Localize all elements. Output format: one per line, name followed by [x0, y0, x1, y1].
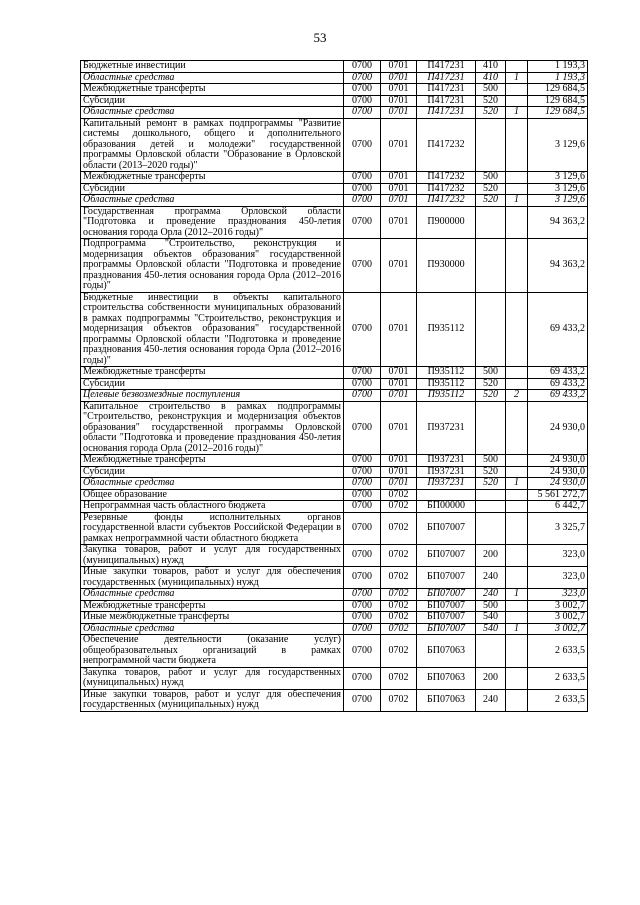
funding-source-code: 1 — [506, 623, 528, 635]
table-row — [81, 545, 588, 567]
table-row — [81, 61, 588, 73]
subsection-code: 0701 — [381, 478, 417, 490]
target-article-code: П417231 — [417, 61, 476, 73]
budget-item-name: Целевые безвозмездные поступления — [81, 390, 344, 402]
subsection-code: 0701 — [381, 183, 417, 195]
amount: 69 433,2 — [528, 292, 588, 367]
expense-type-code: 520 — [476, 195, 506, 207]
subsection-code: 0701 — [381, 107, 417, 119]
table-row — [81, 292, 588, 367]
subsection-code: 0702 — [381, 501, 417, 513]
expense-type-code — [476, 401, 506, 455]
target-article-code: БП07007 — [417, 567, 476, 589]
budget-table-body — [81, 61, 588, 712]
expense-type-code: 410 — [476, 72, 506, 84]
amount: 6 442,7 — [528, 501, 588, 513]
section-code: 0700 — [344, 118, 381, 172]
table-row — [81, 635, 588, 668]
funding-source-code — [506, 61, 528, 73]
funding-source-code: 1 — [506, 195, 528, 207]
section-code: 0700 — [344, 600, 381, 612]
amount: 129 684,5 — [528, 95, 588, 107]
budget-item-name: Областные средства — [81, 195, 344, 207]
budget-item-name: Иные межбюджетные трансферты — [81, 612, 344, 624]
budget-item-name: Государственная программа Орловской области "Подготовка и проведение празднования 450-летия основания города Орла (2012–2016 годы)" — [81, 206, 344, 239]
table-row — [81, 589, 588, 601]
subsection-code: 0701 — [381, 390, 417, 402]
subsection-code: 0701 — [381, 455, 417, 467]
subsection-code: 0702 — [381, 667, 417, 689]
target-article-code: БП07007 — [417, 589, 476, 601]
expense-type-code: 500 — [476, 84, 506, 96]
expense-type-code: 520 — [476, 183, 506, 195]
budget-item-name: Капитальное строительство в рамках подпрограммы "Строительство, реконструкция и модернизация объектов образования" государственной программы Орловской области "Подготовка и проведение празднования 450-летия основания города Орла (2012–2016 годы)" — [81, 401, 344, 455]
funding-source-code — [506, 501, 528, 513]
budget-item-name: Подпрограмма "Строительство, реконструкция и модернизация объектов образования" государственной программы Орловской области "Подготовка и проведение празднования 450-летия основания города Орла (2012–2016 годы)" — [81, 239, 344, 293]
subsection-code: 0702 — [381, 612, 417, 624]
funding-source-code — [506, 239, 528, 293]
table-row — [81, 183, 588, 195]
target-article-code: БП07063 — [417, 689, 476, 711]
target-article-code: П417232 — [417, 183, 476, 195]
amount: 323,0 — [528, 589, 588, 601]
amount: 94 363,2 — [528, 239, 588, 293]
target-article-code: П937231 — [417, 466, 476, 478]
section-code: 0700 — [344, 478, 381, 490]
funding-source-code: 2 — [506, 390, 528, 402]
budget-item-name: Иные закупки товаров, работ и услуг для обеспечения государственных (муниципальных) нужд — [81, 567, 344, 589]
target-article-code: БП07063 — [417, 667, 476, 689]
amount: 24 930,0 — [528, 455, 588, 467]
expense-type-code: 200 — [476, 545, 506, 567]
subsection-code: 0702 — [381, 512, 417, 545]
subsection-code: 0702 — [381, 635, 417, 668]
budget-table — [80, 60, 588, 712]
subsection-code: 0701 — [381, 172, 417, 184]
expense-type-code: 500 — [476, 172, 506, 184]
funding-source-code — [506, 567, 528, 589]
section-code: 0700 — [344, 689, 381, 711]
target-article-code: П417231 — [417, 95, 476, 107]
expense-type-code: 240 — [476, 567, 506, 589]
target-article-code: П417232 — [417, 172, 476, 184]
section-code: 0700 — [344, 667, 381, 689]
expense-type-code: 410 — [476, 61, 506, 73]
expense-type-code: 520 — [476, 478, 506, 490]
section-code: 0700 — [344, 172, 381, 184]
target-article-code: П937231 — [417, 455, 476, 467]
funding-source-code — [506, 466, 528, 478]
budget-item-name: Субсидии — [81, 95, 344, 107]
target-article-code: П900000 — [417, 206, 476, 239]
section-code: 0700 — [344, 107, 381, 119]
subsection-code: 0701 — [381, 61, 417, 73]
subsection-code: 0701 — [381, 292, 417, 367]
target-article-code: П937231 — [417, 401, 476, 455]
subsection-code: 0701 — [381, 118, 417, 172]
funding-source-code — [506, 172, 528, 184]
section-code: 0700 — [344, 239, 381, 293]
target-article-code: П417231 — [417, 72, 476, 84]
section-code: 0700 — [344, 455, 381, 467]
subsection-code: 0702 — [381, 489, 417, 501]
funding-source-code — [506, 378, 528, 390]
funding-source-code — [506, 512, 528, 545]
funding-source-code: 1 — [506, 589, 528, 601]
expense-type-code: 500 — [476, 455, 506, 467]
expense-type-code: 500 — [476, 367, 506, 379]
expense-type-code — [476, 206, 506, 239]
section-code: 0700 — [344, 589, 381, 601]
target-article-code: П935112 — [417, 390, 476, 402]
budget-item-name: Областные средства — [81, 107, 344, 119]
funding-source-code: 1 — [506, 107, 528, 119]
budget-item-name: Межбюджетные трансферты — [81, 600, 344, 612]
subsection-code: 0702 — [381, 545, 417, 567]
table-row — [81, 689, 588, 711]
table-row — [81, 378, 588, 390]
budget-item-name: Межбюджетные трансферты — [81, 172, 344, 184]
subsection-code: 0702 — [381, 600, 417, 612]
section-code: 0700 — [344, 61, 381, 73]
subsection-code: 0701 — [381, 84, 417, 96]
budget-item-name: Бюджетные инвестиции — [81, 61, 344, 73]
section-code: 0700 — [344, 512, 381, 545]
budget-item-name: Межбюджетные трансферты — [81, 367, 344, 379]
subsection-code: 0701 — [381, 206, 417, 239]
funding-source-code — [506, 84, 528, 96]
expense-type-code: 500 — [476, 600, 506, 612]
expense-type-code: 520 — [476, 466, 506, 478]
target-article-code: БП07007 — [417, 545, 476, 567]
subsection-code: 0702 — [381, 589, 417, 601]
target-article-code: П935112 — [417, 378, 476, 390]
budget-item-name: Субсидии — [81, 466, 344, 478]
funding-source-code — [506, 401, 528, 455]
table-row — [81, 390, 588, 402]
section-code: 0700 — [344, 367, 381, 379]
target-article-code — [417, 489, 476, 501]
budget-item-name: Общее образование — [81, 489, 344, 501]
budget-item-name: Областные средства — [81, 589, 344, 601]
section-code: 0700 — [344, 390, 381, 402]
target-article-code: БП07007 — [417, 600, 476, 612]
budget-item-name: Межбюджетные трансферты — [81, 84, 344, 96]
funding-source-code: 1 — [506, 72, 528, 84]
budget-item-name: Областные средства — [81, 623, 344, 635]
amount: 129 684,5 — [528, 107, 588, 119]
expense-type-code: 520 — [476, 107, 506, 119]
budget-item-name: Бюджетные инвестиции в объекты капитального строительства собственности муниципальных образований в рамках подпрограммы "Строительство, реконструкция и модернизация объектов образования" государственной программы Орловской области "Подготовка и проведение празднования 450-летия основания города Орла (2012–2016 годы)" — [81, 292, 344, 367]
amount: 129 684,5 — [528, 84, 588, 96]
target-article-code: П935112 — [417, 367, 476, 379]
amount: 3 129,6 — [528, 172, 588, 184]
funding-source-code — [506, 635, 528, 668]
target-article-code: П937231 — [417, 478, 476, 490]
amount: 3 129,6 — [528, 195, 588, 207]
target-article-code: П417231 — [417, 84, 476, 96]
expense-type-code — [476, 292, 506, 367]
table-row — [81, 84, 588, 96]
amount: 1 193,3 — [528, 61, 588, 73]
amount: 1 193,3 — [528, 72, 588, 84]
funding-source-code — [506, 95, 528, 107]
table-row — [81, 401, 588, 455]
funding-source-code — [506, 667, 528, 689]
page-number: 53 — [313, 30, 327, 45]
amount: 69 433,2 — [528, 378, 588, 390]
funding-source-code — [506, 206, 528, 239]
budget-item-name: Областные средства — [81, 72, 344, 84]
section-code: 0700 — [344, 567, 381, 589]
table-row — [81, 239, 588, 293]
funding-source-code — [506, 367, 528, 379]
amount: 3 002,7 — [528, 623, 588, 635]
funding-source-code — [506, 455, 528, 467]
funding-source-code — [506, 600, 528, 612]
subsection-code: 0701 — [381, 378, 417, 390]
expense-type-code — [476, 239, 506, 293]
table-row — [81, 623, 588, 635]
target-article-code: П417232 — [417, 118, 476, 172]
budget-item-name: Областные средства — [81, 478, 344, 490]
section-code: 0700 — [344, 72, 381, 84]
table-row — [81, 567, 588, 589]
table-row — [81, 118, 588, 172]
target-article-code: П930000 — [417, 239, 476, 293]
expense-type-code — [476, 635, 506, 668]
funding-source-code — [506, 612, 528, 624]
section-code: 0700 — [344, 466, 381, 478]
table-row — [81, 667, 588, 689]
amount: 5 561 272,7 — [528, 489, 588, 501]
subsection-code: 0702 — [381, 623, 417, 635]
table-row — [81, 478, 588, 490]
table-row — [81, 95, 588, 107]
table-row — [81, 107, 588, 119]
amount: 323,0 — [528, 545, 588, 567]
subsection-code: 0701 — [381, 401, 417, 455]
budget-item-name: Межбюджетные трансферты — [81, 455, 344, 467]
section-code: 0700 — [344, 623, 381, 635]
budget-item-name: Иные закупки товаров, работ и услуг для обеспечения государственных (муниципальных) нужд — [81, 689, 344, 711]
target-article-code: БП00000 — [417, 501, 476, 513]
amount: 24 930,0 — [528, 466, 588, 478]
section-code: 0700 — [344, 635, 381, 668]
expense-type-code: 520 — [476, 390, 506, 402]
expense-type-code: 520 — [476, 95, 506, 107]
table-row — [81, 501, 588, 513]
expense-type-code: 200 — [476, 667, 506, 689]
table-row — [81, 489, 588, 501]
subsection-code: 0701 — [381, 95, 417, 107]
target-article-code: БП07007 — [417, 512, 476, 545]
expense-type-code: 540 — [476, 612, 506, 624]
amount: 69 433,2 — [528, 367, 588, 379]
table-row — [81, 512, 588, 545]
target-article-code: БП07007 — [417, 623, 476, 635]
budget-item-name: Непрограммная часть областного бюджета — [81, 501, 344, 513]
budget-item-name: Закупка товаров, работ и услуг для государственных (муниципальных) нужд — [81, 545, 344, 567]
table-row — [81, 600, 588, 612]
amount: 3 129,6 — [528, 183, 588, 195]
budget-item-name: Обеспечение деятельности (оказание услуг) общеобразовательных организаций в рамках непрограммной части бюджета — [81, 635, 344, 668]
budget-item-name: Резервные фонды исполнительных органов государственной власти субъектов Российской Федерации в рамках непрограммной части областного бюджета — [81, 512, 344, 545]
funding-source-code — [506, 292, 528, 367]
section-code: 0700 — [344, 195, 381, 207]
amount: 24 930,0 — [528, 478, 588, 490]
target-article-code: БП07063 — [417, 635, 476, 668]
table-row — [81, 455, 588, 467]
table-row — [81, 612, 588, 624]
expense-type-code: 240 — [476, 589, 506, 601]
funding-source-code — [506, 689, 528, 711]
target-article-code: П417231 — [417, 107, 476, 119]
subsection-code: 0702 — [381, 689, 417, 711]
expense-type-code: 240 — [476, 689, 506, 711]
section-code: 0700 — [344, 612, 381, 624]
section-code: 0700 — [344, 183, 381, 195]
amount: 3 002,7 — [528, 600, 588, 612]
expense-type-code — [476, 501, 506, 513]
expense-type-code — [476, 118, 506, 172]
amount: 94 363,2 — [528, 206, 588, 239]
section-code: 0700 — [344, 206, 381, 239]
amount: 2 633,5 — [528, 635, 588, 668]
section-code: 0700 — [344, 501, 381, 513]
subsection-code: 0701 — [381, 195, 417, 207]
expense-type-code — [476, 512, 506, 545]
expense-type-code: 520 — [476, 378, 506, 390]
target-article-code: БП07007 — [417, 612, 476, 624]
budget-item-name: Капитальный ремонт в рамках подпрограммы "Развитие системы дошкольного, общего и дополнительного образования детей и молодежи" государственной программы Орловской области "Образование в Орловской области (2013–2020 годы)" — [81, 118, 344, 172]
section-code: 0700 — [344, 95, 381, 107]
table-row — [81, 195, 588, 207]
table-row — [81, 367, 588, 379]
table-row — [81, 466, 588, 478]
section-code: 0700 — [344, 84, 381, 96]
section-code: 0700 — [344, 545, 381, 567]
section-code: 0700 — [344, 489, 381, 501]
table-row — [81, 172, 588, 184]
subsection-code: 0702 — [381, 567, 417, 589]
amount: 3 002,7 — [528, 612, 588, 624]
funding-source-code — [506, 118, 528, 172]
target-article-code: П935112 — [417, 292, 476, 367]
subsection-code: 0701 — [381, 239, 417, 293]
amount: 2 633,5 — [528, 689, 588, 711]
target-article-code: П417232 — [417, 195, 476, 207]
table-row — [81, 72, 588, 84]
section-code: 0700 — [344, 401, 381, 455]
subsection-code: 0701 — [381, 72, 417, 84]
amount: 3 325,7 — [528, 512, 588, 545]
funding-source-code — [506, 183, 528, 195]
amount: 323,0 — [528, 567, 588, 589]
section-code: 0700 — [344, 292, 381, 367]
amount: 24 930,0 — [528, 401, 588, 455]
subsection-code: 0701 — [381, 367, 417, 379]
funding-source-code: 1 — [506, 478, 528, 490]
expense-type-code: 540 — [476, 623, 506, 635]
expense-type-code — [476, 489, 506, 501]
budget-item-name: Субсидии — [81, 378, 344, 390]
budget-item-name: Закупка товаров, работ и услуг для государственных (муниципальных) нужд — [81, 667, 344, 689]
funding-source-code — [506, 545, 528, 567]
subsection-code: 0701 — [381, 466, 417, 478]
amount: 3 129,6 — [528, 118, 588, 172]
section-code: 0700 — [344, 378, 381, 390]
budget-item-name: Субсидии — [81, 183, 344, 195]
amount: 2 633,5 — [528, 667, 588, 689]
amount: 69 433,2 — [528, 390, 588, 402]
table-row — [81, 206, 588, 239]
funding-source-code — [506, 489, 528, 501]
